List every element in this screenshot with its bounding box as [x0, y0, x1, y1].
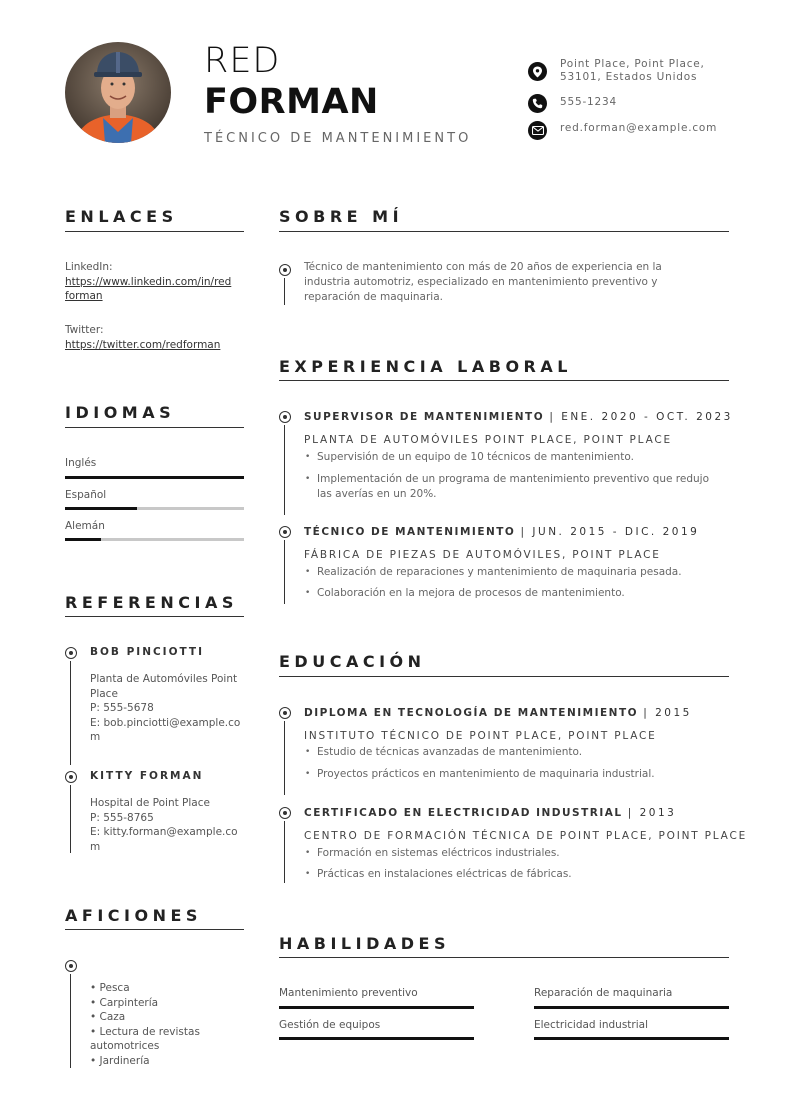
- reference-company: Planta de Automóviles Point: [90, 673, 238, 685]
- profile-photo: [65, 42, 171, 143]
- experience-divider: [279, 380, 729, 381]
- reference-company-cont: Place: [90, 687, 118, 700]
- experience-role-title: TÉCNICO DE MANTENIMIENTO: [304, 526, 516, 538]
- reference-email: E: kitty.forman@example.co: [90, 826, 238, 838]
- reference-company: Hospital de Point Place: [90, 797, 210, 809]
- experience-company: FÁBRICA DE PIEZAS DE AUTOMÓVILES, POINT PLACE: [304, 549, 661, 561]
- language-bar-track: [65, 507, 244, 510]
- address: [560, 58, 705, 84]
- twitter-label: Twitter:: [65, 324, 104, 336]
- skill-label: Gestión de equipos: [279, 1019, 381, 1031]
- education-degree: [304, 707, 692, 719]
- education-degree-title: DIPLOMA EN TECNOLOGÍA DE MANTENIMIENTO: [304, 707, 639, 719]
- about-line: Técnico de mantenimiento con más de 20 años de experiencia en la: [304, 261, 662, 273]
- language-bar-fill: [65, 507, 137, 510]
- about-section-title: SOBRE MÍ: [279, 207, 404, 226]
- timeline-dot: [279, 526, 291, 538]
- reference-details: [90, 796, 250, 854]
- reference-name: KITTY FORMAN: [90, 770, 204, 782]
- education-school: CENTRO DE FORMACIÓN TÉCNICA DE POINT PLACE, POINT PLACE: [304, 830, 748, 842]
- experience-bullet: • Colaboración en la mejora de procesos de mantenimiento.: [317, 586, 727, 601]
- education-date: | 2015: [643, 707, 692, 719]
- skills-section-title: HABILIDADES: [279, 934, 450, 953]
- last-name: FORMAN: [204, 82, 379, 122]
- timeline-dot: [279, 264, 291, 276]
- timeline-line: [284, 425, 285, 515]
- education-degree-title: CERTIFICADO EN ELECTRICIDAD INDUSTRIAL: [304, 807, 623, 819]
- education-bullet: • Prácticas en instalaciones eléctricas de fábricas.: [317, 867, 727, 882]
- reference-phone: P: 555-8765: [90, 811, 154, 824]
- education-divider: [279, 676, 729, 677]
- hobby-item: • Lectura de revistas: [90, 1025, 200, 1038]
- reference-email-cont: m: [90, 840, 101, 853]
- timeline-dot: [279, 411, 291, 423]
- references-section-title: REFERENCIAS: [65, 593, 238, 612]
- education-degree: [304, 807, 676, 819]
- reference-name: BOB PINCIOTTI: [90, 646, 204, 658]
- language-label: Alemán: [65, 520, 105, 532]
- hobby-item-cont: automotrices: [90, 1040, 160, 1052]
- timeline-dot: [279, 707, 291, 719]
- language-bar-fill: [65, 476, 244, 479]
- experience-role: [304, 411, 733, 423]
- hobby-item: • Caza: [90, 1011, 126, 1023]
- education-date: | 2013: [627, 807, 677, 819]
- experience-bullet: • Realización de reparaciones y mantenimiento de maquinaria pesada.: [317, 565, 727, 580]
- references-divider: [65, 616, 244, 617]
- language-label: Inglés: [65, 457, 97, 469]
- linkedin-url-line-1[interactable]: https://www.linkedin.com/in/red: [65, 275, 232, 288]
- skill-bar: [279, 1006, 474, 1009]
- timeline-dot: [65, 960, 77, 972]
- phone: 555-1234: [560, 96, 617, 108]
- education-bullet: • Formación en sistemas eléctricos industriales.: [317, 846, 727, 861]
- experience-date: | JUN. 2015 - DIC. 2019: [520, 526, 700, 538]
- twitter-link[interactable]: https://twitter.com/redforman: [65, 338, 221, 351]
- languages-divider: [65, 427, 244, 428]
- phone-icon: [528, 94, 547, 113]
- experience-role-title: SUPERVISOR DE MANTENIMIENTO: [304, 411, 545, 423]
- reference-email: E: bob.pinciotti@example.co: [90, 716, 241, 729]
- hobbies-divider: [65, 929, 244, 930]
- experience-bullet-line: las averías en un 20%.: [317, 488, 437, 500]
- reference-email-cont: m: [90, 731, 101, 743]
- about-line: reparación de maquinaria.: [304, 291, 443, 303]
- experience-date: | ENE. 2020 - OCT. 2023: [549, 411, 733, 423]
- reference-details: [90, 672, 250, 745]
- address-line-1: Point Place, Point Place,: [560, 58, 705, 70]
- timeline-dot: [65, 647, 77, 659]
- skill-bar: [534, 1006, 729, 1009]
- job-title: TÉCNICO DE MANTENIMIENTO: [204, 131, 472, 146]
- linkedin-url-line-2[interactable]: forman: [65, 290, 103, 302]
- experience-bullet: [317, 472, 727, 502]
- about-divider: [279, 231, 729, 232]
- hobbies-list: [90, 981, 250, 1068]
- timeline-line: [70, 974, 71, 1068]
- linkedin-block: [65, 260, 250, 304]
- language-bar-track: [65, 538, 244, 541]
- education-bullet: • Proyectos prácticos en mantenimiento de maquinaria industrial.: [317, 767, 727, 782]
- language-bar-fill: [65, 538, 101, 541]
- skill-label: Mantenimiento preventivo: [279, 987, 418, 999]
- reference-phone: P: 555-5678: [90, 702, 154, 714]
- timeline-line: [70, 661, 71, 765]
- about-text: [304, 260, 729, 305]
- skills-divider: [279, 957, 729, 958]
- experience-bullet-line: • Implementación de un programa de mantenimiento preventivo que redujo: [317, 473, 710, 485]
- twitter-block: [65, 323, 250, 352]
- experience-company: PLANTA DE AUTOMÓVILES POINT PLACE, POINT PLACE: [304, 434, 672, 446]
- hobby-item: • Pesca: [90, 982, 130, 994]
- linkedin-link[interactable]: [65, 275, 250, 304]
- skill-label: Electricidad industrial: [534, 1019, 648, 1031]
- education-school: INSTITUTO TÉCNICO DE POINT PLACE, POINT PLACE: [304, 730, 657, 742]
- location-pin-icon: [528, 62, 547, 81]
- language-label: Español: [65, 489, 107, 501]
- experience-role: [304, 526, 699, 538]
- hobby-item: • Carpintería: [90, 996, 159, 1009]
- email-icon: [528, 121, 547, 140]
- links-divider: [65, 231, 244, 232]
- email: red.forman@example.com: [560, 122, 718, 134]
- about-line: industria automotriz, especializado en mantenimiento preventivo y: [304, 276, 658, 288]
- hobbies-section-title: AFICIONES: [65, 906, 202, 925]
- languages-section-title: IDIOMAS: [65, 403, 176, 422]
- hobby-item: • Jardinería: [90, 1054, 150, 1067]
- timeline-line: [284, 278, 285, 305]
- timeline-dot: [65, 771, 77, 783]
- skill-bar: [279, 1037, 474, 1040]
- skill-bar: [534, 1037, 729, 1040]
- links-section-title: ENLACES: [65, 207, 178, 226]
- education-bullet: • Estudio de técnicas avanzadas de mantenimiento.: [317, 745, 727, 760]
- education-section-title: EDUCACIÓN: [279, 652, 426, 671]
- timeline-dot: [279, 807, 291, 819]
- address-line-2: 53101, Estados Unidos: [560, 71, 698, 83]
- skill-label: Reparación de maquinaria: [534, 987, 673, 999]
- first-name: RED: [204, 41, 281, 81]
- timeline-line: [284, 821, 285, 883]
- timeline-line: [70, 785, 71, 853]
- language-bar-track: [65, 476, 244, 479]
- experience-section-title: EXPERIENCIA LABORAL: [279, 357, 572, 376]
- experience-bullet: • Supervisión de un equipo de 10 técnicos de mantenimiento.: [317, 450, 727, 465]
- timeline-line: [284, 721, 285, 795]
- timeline-line: [284, 540, 285, 604]
- linkedin-label: LinkedIn:: [65, 261, 113, 273]
